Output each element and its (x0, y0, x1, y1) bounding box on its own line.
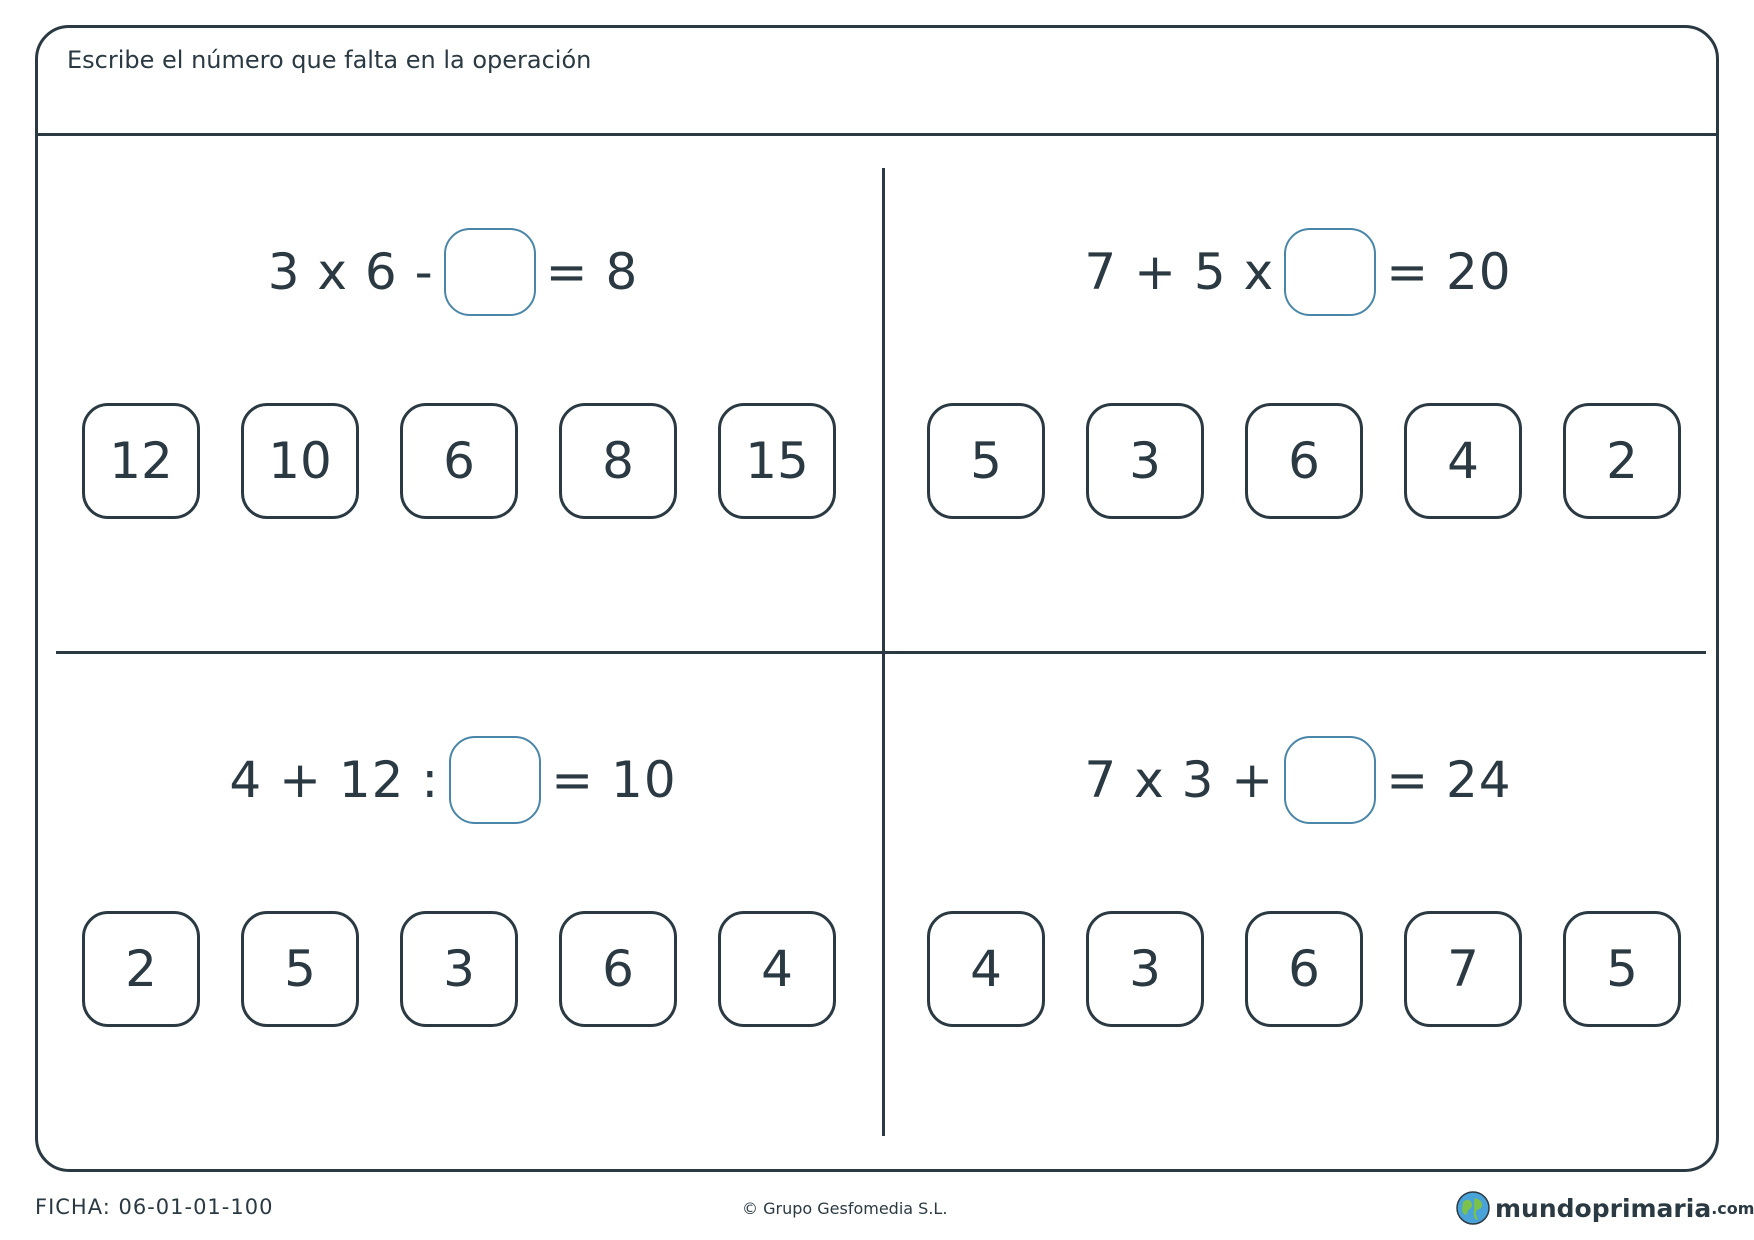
choice-1-2[interactable]: 10 (241, 403, 359, 519)
equation-3 (38, 736, 868, 824)
site-logo[interactable] (1455, 1190, 1754, 1226)
answer-box-2[interactable] (1284, 228, 1376, 316)
exercise-2 (883, 153, 1713, 633)
choice-3-2[interactable]: 5 (241, 911, 359, 1027)
choice-4-3[interactable]: 6 (1245, 911, 1363, 1027)
choices-2 (927, 403, 1681, 519)
choice-4-2[interactable]: 3 (1086, 911, 1204, 1027)
choice-3-5[interactable]: 4 (718, 911, 836, 1027)
equation-1-left: 3 x 6 - (267, 243, 434, 301)
choice-1-3[interactable]: 6 (400, 403, 518, 519)
equation-2-right: = 20 (1386, 243, 1512, 301)
header-divider (38, 133, 1716, 136)
worksheet-frame (35, 25, 1719, 1172)
equation-4-left: 7 x 3 + (1084, 751, 1275, 809)
answer-box-4[interactable] (1284, 736, 1376, 824)
equation-2 (883, 228, 1713, 316)
horizontal-divider (56, 651, 1706, 654)
choice-1-1[interactable]: 12 (82, 403, 200, 519)
choice-3-1[interactable]: 2 (82, 911, 200, 1027)
equation-3-right: = 10 (551, 751, 677, 809)
equation-4-right: = 24 (1386, 751, 1512, 809)
choices-1 (82, 403, 836, 519)
equation-2-left: 7 + 5 x (1084, 243, 1275, 301)
choice-3-4[interactable]: 6 (559, 911, 677, 1027)
choice-4-1[interactable]: 4 (927, 911, 1045, 1027)
equation-1-right: = 8 (545, 243, 639, 301)
exercise-1 (38, 153, 868, 633)
equation-3-left: 4 + 12 : (229, 751, 440, 809)
choice-2-1[interactable]: 5 (927, 403, 1045, 519)
choice-4-5[interactable]: 5 (1563, 911, 1681, 1027)
choice-4-4[interactable]: 7 (1404, 911, 1522, 1027)
exercise-3 (38, 661, 868, 1141)
choice-2-4[interactable]: 4 (1404, 403, 1522, 519)
globe-logo-icon (1455, 1190, 1491, 1226)
answer-box-1[interactable] (444, 228, 536, 316)
logo-suffix: .com (1711, 1198, 1754, 1218)
choice-3-3[interactable]: 3 (400, 911, 518, 1027)
choice-1-5[interactable]: 15 (718, 403, 836, 519)
logo-text: mundoprimaria (1495, 1193, 1712, 1223)
copyright-text: © Grupo Gesfomedia S.L. (742, 1199, 948, 1218)
equation-4 (883, 736, 1713, 824)
choices-3 (82, 911, 836, 1027)
equation-1 (38, 228, 868, 316)
choice-2-3[interactable]: 6 (1245, 403, 1363, 519)
choices-4 (927, 911, 1681, 1027)
choice-2-2[interactable]: 3 (1086, 403, 1204, 519)
choice-1-4[interactable]: 8 (559, 403, 677, 519)
worksheet-code: FICHA: 06-01-01-100 (35, 1195, 274, 1219)
instruction-text: Escribe el número que falta en la operación (67, 46, 592, 74)
choice-2-5[interactable]: 2 (1563, 403, 1681, 519)
answer-box-3[interactable] (449, 736, 541, 824)
exercise-4 (883, 661, 1713, 1141)
